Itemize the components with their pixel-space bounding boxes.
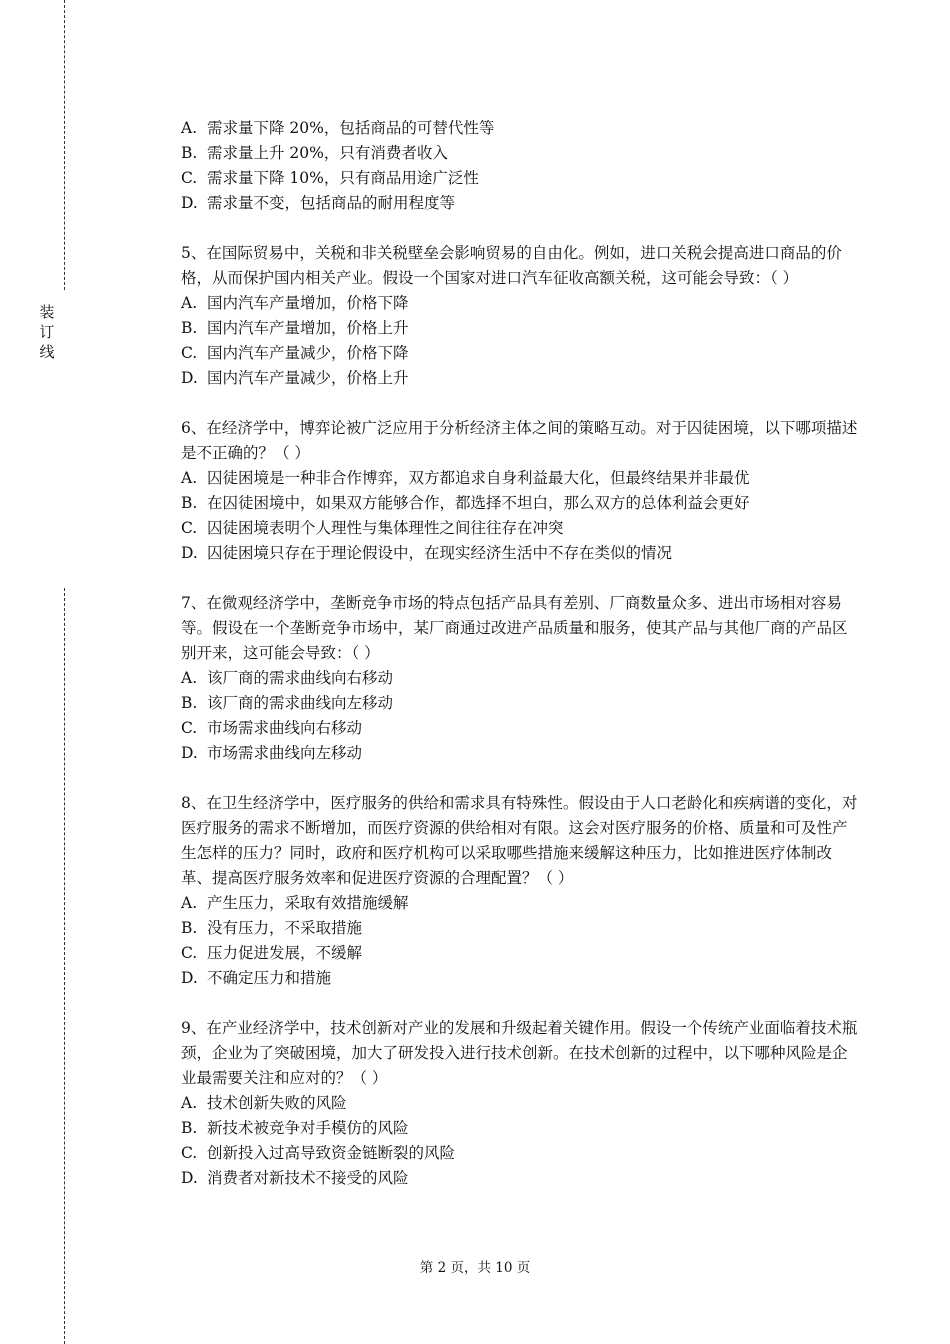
option-text: 市场需求曲线向左移动 — [207, 744, 363, 762]
question-6 — [181, 416, 861, 566]
option-a — [181, 466, 861, 491]
option-d — [181, 966, 861, 991]
option-d — [181, 366, 861, 391]
option-b — [181, 916, 861, 941]
option-text: 市场需求曲线向右移动 — [207, 719, 363, 737]
page-footer — [0, 1258, 950, 1278]
option-a — [181, 291, 861, 316]
option-text: 压力促进发展，不缓解 — [207, 944, 363, 962]
option-label: B. — [181, 1119, 198, 1137]
option-c — [181, 941, 861, 966]
binding-line-bottom — [64, 588, 65, 1344]
option-label: D. — [181, 1169, 198, 1187]
option-a — [181, 666, 861, 691]
page-number: 第 2 页，共 10 页 — [419, 1260, 531, 1276]
binding-line-top — [64, 0, 65, 290]
binding-char: 装 — [39, 303, 55, 321]
option-label: D. — [181, 969, 198, 987]
option-b — [181, 141, 861, 166]
options-list — [181, 116, 861, 216]
option-text: 需求量下降 10%，只有商品用途广泛性 — [207, 169, 479, 187]
option-label: B. — [181, 319, 198, 337]
question-9 — [181, 1016, 861, 1191]
option-c — [181, 1141, 861, 1166]
option-text: 囚徒困境表明个人理性与集体理性之间往往存在冲突 — [207, 519, 564, 537]
option-text: 囚徒困境只存在于理论假设中，在现实经济生活中不存在类似的情况 — [207, 544, 673, 562]
question-stem: 5、在国际贸易中，关税和非关税壁垒会影响贸易的自由化。例如，进口关税会提高进口商品的价格，从而保护国内相关产业。假设一个国家对进口汽车征收高额关税，这可能会导致：（ ） — [181, 244, 842, 287]
option-label: B. — [181, 144, 198, 162]
option-label: D. — [181, 194, 198, 212]
option-text: 国内汽车产量增加，价格下降 — [207, 294, 409, 312]
option-label: A. — [181, 469, 198, 487]
option-b — [181, 1116, 861, 1141]
option-label: B. — [181, 494, 198, 512]
binding-char: 线 — [39, 343, 55, 361]
option-text: 需求量下降 20%，包括商品的可替代性等 — [207, 119, 495, 137]
question-stem: 7、在微观经济学中，垄断竞争市场的特点包括产品具有差别、厂商数量众多、进出市场相对容易等。假设在一个垄断竞争市场中，某厂商通过改进产品质量和服务，使其产品与其他厂商的产品区别开来，这可能会导致：（ ） — [181, 594, 848, 662]
option-b — [181, 491, 861, 516]
option-text: 创新投入过高导致资金链断裂的风险 — [207, 1144, 456, 1162]
option-c — [181, 516, 861, 541]
option-label: A. — [181, 119, 198, 137]
option-label: C. — [181, 344, 198, 362]
option-label: C. — [181, 169, 198, 187]
option-text: 不确定压力和措施 — [207, 969, 332, 987]
option-label: A. — [181, 294, 198, 312]
option-text: 需求量上升 20%，只有消费者收入 — [207, 144, 448, 162]
question-stem: 6、在经济学中，博弈论被广泛应用于分析经济主体之间的策略互动。对于囚徒困境，以下哪项描述是不正确的？（ ） — [181, 419, 858, 462]
option-label: A. — [181, 894, 198, 912]
question-stem: 9、在产业经济学中，技术创新对产业的发展和升级起着关键作用。假设一个传统产业面临着技术瓶颈，企业为了突破困境，加大了研发投入进行技术创新。在技术创新的过程中，以下哪种风险是企业最需要关注和应对的？（ ） — [181, 1019, 858, 1087]
option-text: 需求量不变，包括商品的耐用程度等 — [207, 194, 456, 212]
options-list — [181, 666, 861, 766]
binding-char: 订 — [39, 323, 55, 341]
option-c — [181, 341, 861, 366]
option-label: C. — [181, 1144, 198, 1162]
option-c — [181, 716, 861, 741]
question-stem: 8、在卫生经济学中，医疗服务的供给和需求具有特殊性。假设由于人口老龄化和疾病谱的变化，对医疗服务的需求不断增加，而医疗资源的供给相对有限。这会对医疗服务的价格、质量和可及性产生怎样的压力？同时，政府和医疗机构可以采取哪些措施来缓解这种压力，比如推进医疗体制改革、提高医疗服务效率和促进医疗资源的合理配置？（ ） — [181, 794, 858, 887]
option-label: C. — [181, 719, 198, 737]
option-text: 囚徒困境是一种非合作博弈，双方都追求自身利益最大化，但最终结果并非最优 — [207, 469, 750, 487]
option-text: 没有压力，不采取措施 — [207, 919, 363, 937]
option-label: A. — [181, 669, 198, 687]
options-list — [181, 891, 861, 991]
option-c — [181, 166, 861, 191]
option-text: 国内汽车产量增加，价格上升 — [207, 319, 409, 337]
option-b — [181, 691, 861, 716]
option-text: 在囚徒困境中，如果双方能够合作，都选择不坦白，那么双方的总体利益会更好 — [207, 494, 750, 512]
question-5 — [181, 241, 861, 391]
option-a — [181, 891, 861, 916]
option-b — [181, 316, 861, 341]
option-text: 新技术被竞争对手模仿的风险 — [207, 1119, 409, 1137]
option-label: D. — [181, 369, 198, 387]
options-list — [181, 291, 861, 391]
question-list — [181, 116, 861, 1216]
question-8 — [181, 791, 861, 991]
option-d — [181, 191, 861, 216]
option-d — [181, 541, 861, 566]
option-text: 消费者对新技术不接受的风险 — [207, 1169, 409, 1187]
option-label: C. — [181, 944, 198, 962]
option-text: 国内汽车产量减少，价格下降 — [207, 344, 409, 362]
option-text: 技术创新失败的风险 — [207, 1094, 347, 1112]
options-list — [181, 466, 861, 566]
options-list — [181, 1091, 861, 1191]
option-label: D. — [181, 744, 198, 762]
option-text: 产生压力，采取有效措施缓解 — [207, 894, 409, 912]
option-d — [181, 1166, 861, 1191]
question-7 — [181, 591, 861, 766]
option-label: B. — [181, 694, 198, 712]
option-label: A. — [181, 1094, 198, 1112]
binding-label — [37, 302, 57, 362]
option-label: C. — [181, 519, 198, 537]
question-4-continued — [181, 116, 861, 216]
option-d — [181, 741, 861, 766]
option-text: 国内汽车产量减少，价格上升 — [207, 369, 409, 387]
option-label: B. — [181, 919, 198, 937]
option-label: D. — [181, 544, 198, 562]
option-text: 该厂商的需求曲线向右移动 — [207, 669, 394, 687]
option-text: 该厂商的需求曲线向左移动 — [207, 694, 394, 712]
option-a — [181, 1091, 861, 1116]
option-a — [181, 116, 861, 141]
